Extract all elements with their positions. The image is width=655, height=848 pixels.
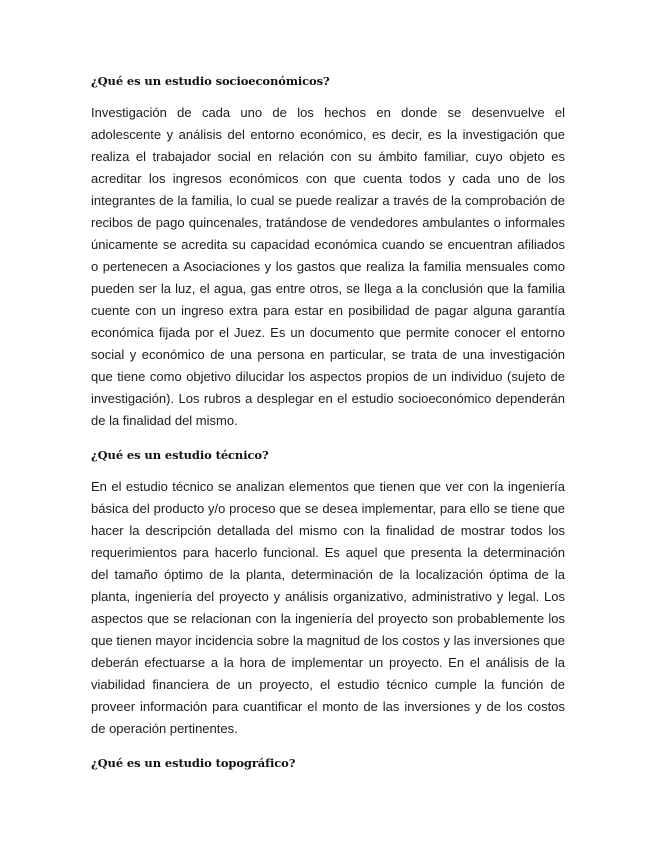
section-body-technical-study: En el estudio técnico se analizan elementos que tienen que ver con la ingeniería básica del producto y/o proceso que se desea implementar, para ello se tiene que hacer la descripción detallada del mismo con la finalidad de mostrar todos los requerimientos para hacerlo funcional. Es aquel que presenta la determinación del tamaño óptimo de la planta, determinación de la localización óptima de la planta, ingeniería del proyecto y análisis organizativo, administrativo y legal. Los aspectos que se relacionan con la ingeniería del proyecto son probablemente los que tienen mayor incidencia sobre la magnitud de los costos y las inversiones que deberán efectuarse a la hora de implementar un proyecto. En el análisis de la viabilidad financiera de un proyecto, el estudio técnico cumple la función de proveer información para cuantificar el monto de las inversiones y de los costos de operación pertinentes. (91, 479, 565, 736)
document-page (91, 74, 565, 770)
section-heading-technical-study: ¿Qué es un estudio técnico? (91, 448, 269, 462)
section-heading-socioeconomic-study: ¿Qué es un estudio socioeconómicos? (91, 74, 330, 88)
section-body-socioeconomic-study: Investigación de cada uno de los hechos en donde se desenvuelve el adolescente y análisis del entorno económico, es decir, es la investigación que realiza el trabajador social en relación con su ámbito familiar, cuyo objeto es acreditar los ingresos económicos con que cuenta todos y cada uno de los integrantes de la familia, lo cual se puede realizar a través de la comprobación de recibos de pago quincenales, tratándose de vendedores ambulantes o informales únicamente se acredita su capacidad económica cuando se encuentran afiliados o pertenecen a Asociaciones y los gastos que realiza la familia mensuales como pueden ser la luz, el agua, gas entre otros, se llega a la conclusión que la familia cuente con un ingreso extra para estar en posibilidad de pagar alguna garantía económica fijada por el Juez. Es un documento que permite conocer el entorno social y económico de una persona en particular, se trata de una investigación que tiene como objetivo dilucidar los aspectos propios de un individuo (sujeto de investigación). Los rubros a desplegar en el estudio socioeconómico dependerán de la finalidad del mismo. (91, 105, 565, 428)
section-heading-topographic-study: ¿Qué es un estudio topográfico? (91, 756, 296, 770)
